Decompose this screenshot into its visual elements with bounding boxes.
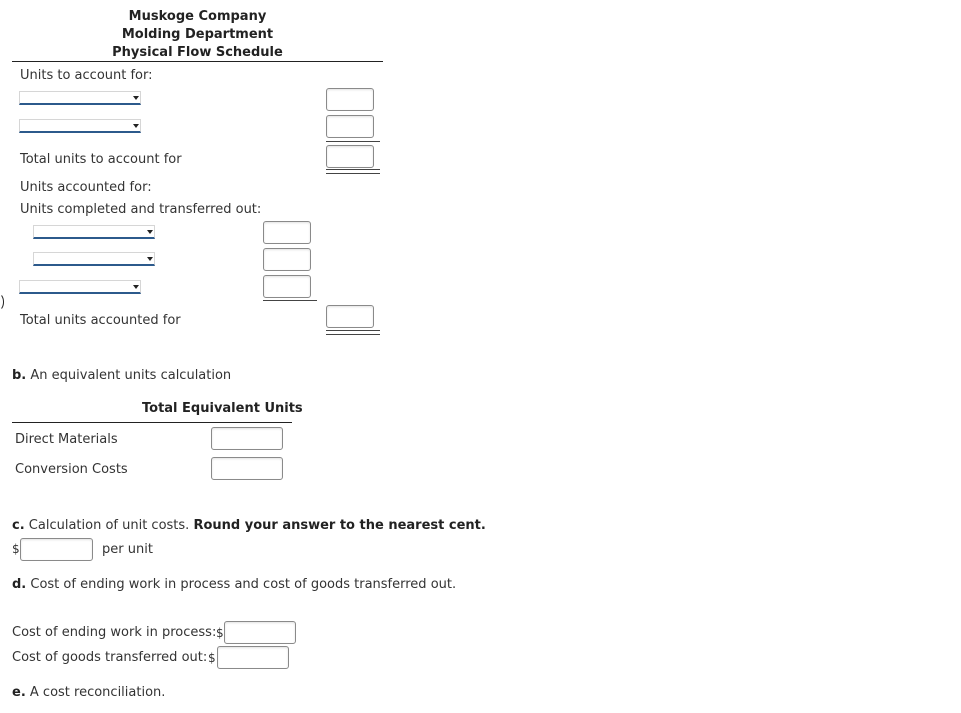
department-name: Molding Department (121, 27, 274, 42)
ending-wip-label: Cost of ending work in process: (12, 625, 217, 640)
units-to-account-input-2[interactable] (326, 115, 374, 138)
currency-symbol: $ (12, 542, 20, 556)
units-accounted-input-3[interactable] (263, 275, 311, 298)
total-units-to-account-label: Total units to account for (20, 152, 182, 167)
total-units-accounted-input[interactable] (326, 305, 374, 328)
conversion-costs-input[interactable] (211, 457, 283, 480)
currency-symbol: $ (208, 651, 216, 665)
units-completed-input-2[interactable] (263, 248, 311, 271)
part-e-heading: e. A cost reconciliation. (12, 685, 166, 700)
schedule-title: Physical Flow Schedule (112, 45, 283, 60)
conversion-costs-label: Conversion Costs (15, 462, 128, 477)
total-units-accounted-label: Total units accounted for (20, 313, 181, 328)
currency-symbol: $ (216, 626, 224, 640)
units-completed-label: Units completed and transferred out: (20, 202, 262, 217)
units-accounted-select-3[interactable] (19, 280, 141, 294)
subtotal-rule-2 (263, 300, 317, 301)
units-to-account-input-1[interactable] (326, 88, 374, 111)
units-to-account-select-1[interactable] (19, 91, 141, 105)
partial-edge-mark (0, 293, 4, 311)
direct-materials-label: Direct Materials (15, 432, 118, 447)
dropdown-arrow-icon (147, 230, 153, 234)
units-completed-input-1[interactable] (263, 221, 311, 244)
dropdown-arrow-icon (147, 257, 153, 261)
transferred-out-input[interactable] (217, 646, 289, 669)
dropdown-arrow-icon (133, 96, 139, 100)
transferred-out-label: Cost of goods transferred out: (12, 650, 208, 665)
part-d-heading: d. Cost of ending work in process and cost of goods transferred out. (12, 577, 457, 592)
subtotal-rule (326, 141, 380, 142)
units-accounted-for-label: Units accounted for: (20, 180, 152, 195)
equivalent-units-column-header: Total Equivalent Units (142, 401, 303, 416)
part-c-heading: c. Calculation of unit costs. Round your answer to the nearest cent. (12, 518, 486, 533)
dropdown-arrow-icon (133, 285, 139, 289)
header-divider (12, 61, 383, 62)
dropdown-arrow-icon (133, 124, 139, 128)
ending-wip-input[interactable] (224, 621, 296, 644)
company-name: Muskoge Company (128, 9, 267, 24)
per-unit-label: per unit (102, 542, 153, 557)
unit-cost-input[interactable] (20, 538, 93, 561)
units-to-account-for-label: Units to account for: (20, 68, 153, 83)
total-double-rule-2 (326, 330, 380, 335)
equivalent-units-divider (12, 422, 292, 423)
total-double-rule (326, 169, 380, 174)
total-units-to-account-input[interactable] (326, 145, 374, 168)
units-completed-select-1[interactable] (33, 225, 155, 239)
units-completed-select-2[interactable] (33, 252, 155, 266)
direct-materials-input[interactable] (211, 427, 283, 450)
units-to-account-select-2[interactable] (19, 119, 141, 133)
part-b-heading: b. An equivalent units calculation (12, 368, 232, 383)
